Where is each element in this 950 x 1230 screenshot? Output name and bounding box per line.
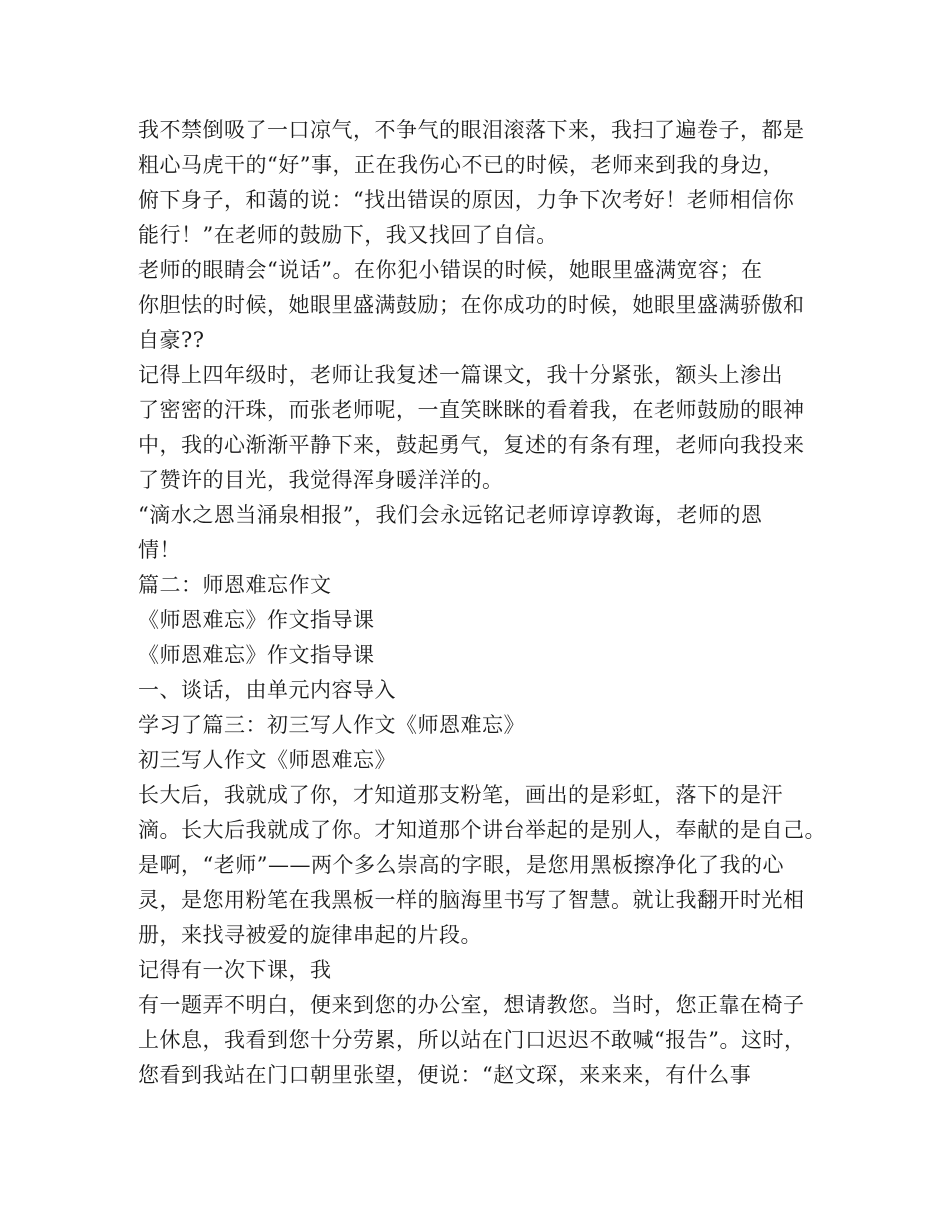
- section-heading: 篇二：师恩难忘作文: [138, 573, 332, 597]
- text-line: 初三写人作文《师恩难忘》: [138, 748, 396, 772]
- text-line: 长大后，我就成了你，才知道那支粉笔，画出的是彩虹，落下的是汗: [138, 783, 783, 807]
- text-line: 了赞许的目光，我觉得浑身暖洋洋的。: [138, 468, 504, 492]
- text-line: 中，我的心渐渐平静下来，鼓起勇气，复述的有条有理，老师向我投来: [138, 433, 805, 457]
- text-line: 老师的眼睛会“说话”。在你犯小错误的时候，她眼里盛满宽容；在: [138, 258, 763, 282]
- text-line: 是啊，“老师”——两个多么崇高的字眼，是您用黑板擦净化了我的心: [138, 853, 784, 877]
- text-line: 上休息，我看到您十分劳累，所以站在门口迟迟不敢喊“报告”。这时，: [138, 1028, 806, 1052]
- text-line: 滴。长大后我就成了你。才知道那个讲台举起的是别人，奉献的是自己。: [138, 818, 826, 842]
- text-line: 《师恩难忘》作文指导课: [138, 643, 375, 667]
- text-line: 册，来找寻被爱的旋律串起的片段。: [138, 923, 482, 947]
- text-line: 了密密的汗珠，而张老师呢，一直笑眯眯的看着我，在老师鼓励的眼神: [138, 398, 805, 422]
- text-line: 粗心马虎干的“好”事，正在我伤心不已的时候，老师来到我的身边，: [138, 153, 784, 177]
- text-line: 自豪??: [138, 328, 205, 352]
- text-line: 《师恩难忘》作文指导课: [138, 608, 375, 632]
- text-line: 记得有一次下课，我: [138, 958, 332, 982]
- text-line: 学习了篇三：初三写人作文《师恩难忘》: [138, 713, 525, 737]
- text-line: 有一题弄不明白，便来到您的办公室，想请教您。当时，您正靠在椅子: [138, 993, 805, 1017]
- text-line: 一、谈话，由单元内容导入: [138, 678, 396, 702]
- text-line: 俯下身子，和蔼的说：“找出错误的原因，力争下次考好！老师相信你: [138, 188, 795, 212]
- text-line: 你胆怯的时候，她眼里盛满鼓励；在你成功的时候，她眼里盛满骄傲和: [138, 293, 805, 317]
- text-line: 您看到我站在门口朝里张望，便说：“赵文琛，来来来，有什么事: [138, 1063, 752, 1087]
- text-line: 我不禁倒吸了一口凉气，不争气的眼泪滚落下来，我扫了遍卷子，都是: [138, 118, 805, 142]
- text-line: 记得上四年级时，老师让我复述一篇课文，我十分紧张，额头上渗出: [138, 363, 783, 387]
- text-line: 灵，是您用粉笔在我黑板一样的脑海里书写了智慧。就让我翻开时光相: [138, 888, 805, 912]
- text-line: “滴水之恩当涌泉相报”，我们会永远铭记老师谆谆教诲，老师的恩: [138, 503, 763, 527]
- text-line: 情！: [138, 538, 181, 562]
- text-line: 能行！”在老师的鼓励下，我又找回了自信。: [138, 223, 558, 247]
